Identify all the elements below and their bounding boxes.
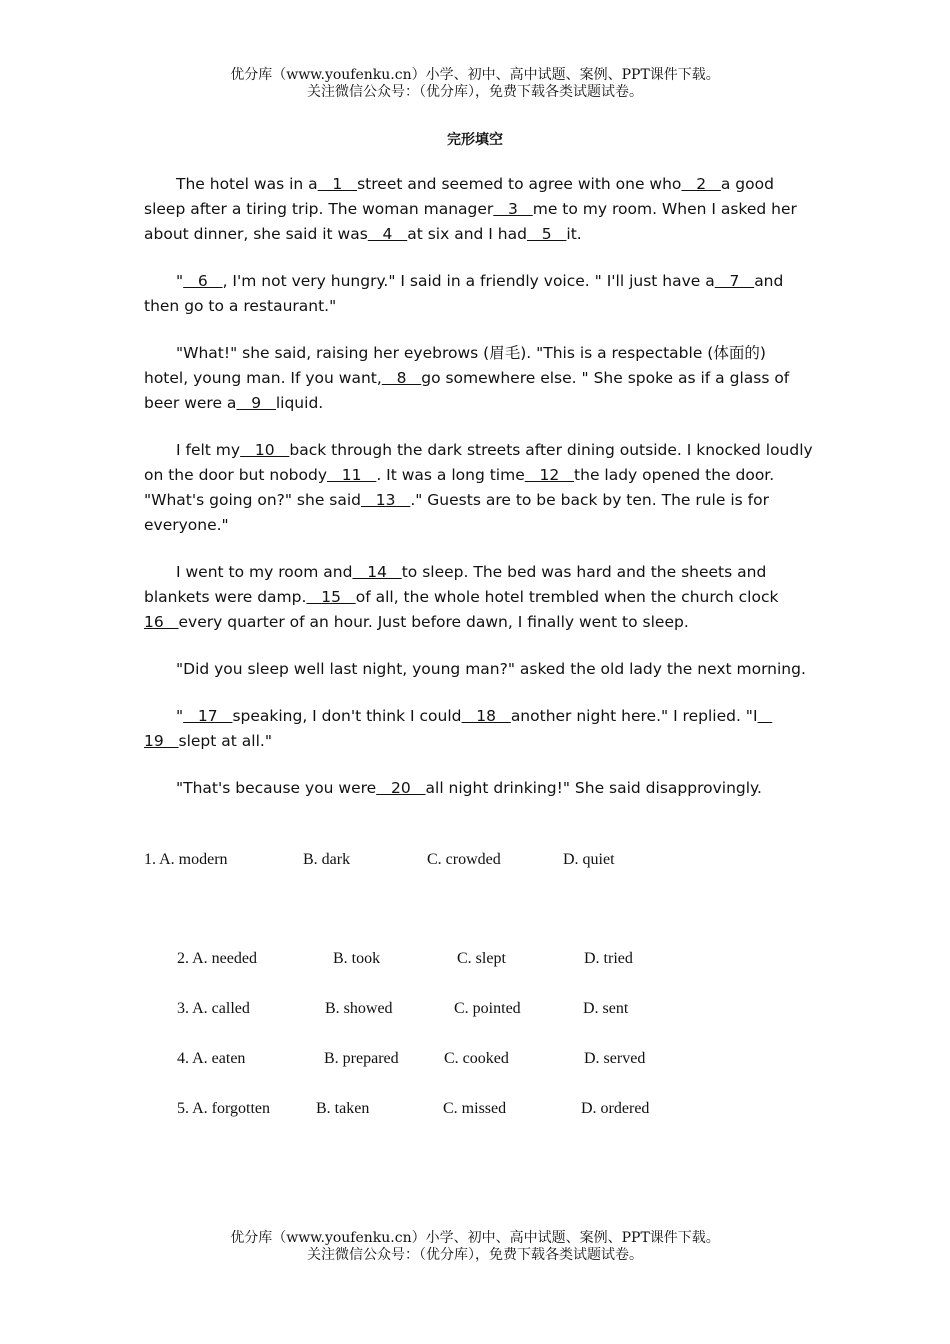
option-a: 1. A. modern [144,851,228,868]
text: another night here." I replied. "I [510,707,758,725]
text: . It was a long time [376,466,525,484]
blank-8: 8 [381,369,422,387]
blank-19: 19 [144,732,179,750]
page-header [0,67,950,101]
paragraph-3 [144,341,814,416]
blank-16: 16 [144,613,179,631]
paragraph-4 [144,438,814,538]
paragraph-1 [144,172,814,247]
option-a: 3. A. called [177,1000,250,1017]
text: of all, the whole hotel trembled when the church clock [355,588,779,606]
blank-5: 5 [526,225,567,243]
blank-6: 6 [183,272,223,290]
paragraph-5 [144,560,814,635]
header-line-2: 关注微信公众号：（优分库），免费下载各类试题试卷。 [307,84,643,100]
blank-19-lead [758,707,773,725]
option-c: C. crowded [427,851,501,868]
text: back through the dark streets after dining outside. I knocked loudly on the door but nobody [144,441,813,484]
blank-2: 2 [681,175,721,193]
paragraph-7 [144,704,814,754]
text: go somewhere else. " She spoke as if a glass of beer were a [144,369,790,412]
option-b: B. dark [303,851,351,868]
option-c: C. missed [443,1100,507,1117]
blank-4: 4 [367,225,408,243]
paragraph-8 [144,776,814,801]
text: speaking, I don't think I could [232,707,462,725]
option-d: D. served [584,1050,646,1067]
option-b: B. showed [325,1000,393,1017]
footer-line-2: 关注微信公众号：（优分库），免费下载各类试题试卷。 [307,1247,643,1263]
option-d: D. tried [584,950,633,967]
blank-7: 7 [714,272,755,290]
text: liquid. [275,394,324,412]
blank-1: 1 [317,175,358,193]
option-d: D. sent [583,1000,629,1017]
blank-9: 9 [236,394,276,412]
blank-15: 15 [306,588,356,606]
text: street and seemed to agree with one who [357,175,682,193]
option-c: C. cooked [444,1050,509,1067]
text: "Did you sleep well last night, young man?" asked the old lady the next morning. [176,660,806,678]
text: and then go to a restaurant." [144,272,784,315]
option-a: 5. A. forgotten [177,1100,271,1117]
text: ." Guests are to be back by ten. The rule is for everyone." [144,491,769,534]
option-b: B. taken [316,1100,370,1117]
blank-3: 3 [493,200,533,218]
blank-17: 17 [183,707,233,725]
option-d: D. quiet [563,851,615,868]
text: I went to my room and [176,563,353,581]
option-c: C. pointed [454,1000,521,1017]
text: it. [566,225,582,243]
text: to sleep. The bed was hard and the sheets and blankets were damp. [144,563,767,606]
text: a good sleep after a tiring trip. The woman manager [144,175,774,218]
blank-13: 13 [361,491,411,509]
text: me to my room. When I asked her about dinner, she said it was [144,200,797,243]
text: The hotel was in a [176,175,318,193]
blank-20: 20 [376,779,426,797]
text: " [176,707,184,725]
option-d: D. ordered [581,1100,650,1117]
blank-14: 14 [352,563,402,581]
header-line-1: 优分库（www.youfenku.cn）小学、初中、高中试题、案例、PPT课件下载。 [230,67,720,83]
blank-11: 11 [327,466,377,484]
text: " [176,272,184,290]
text: "What!" she said, raising her eyebrows (眉毛). "This is a respectable (体面的) hotel, young man. If you want, [144,344,766,387]
footer-line-1: 优分库（www.youfenku.cn）小学、初中、高中试题、案例、PPT课件下载。 [230,1230,720,1246]
option-a: 2. A. needed [177,950,257,967]
blank-18: 18 [461,707,511,725]
blank-10: 10 [240,441,290,459]
text: all night drinking!" She said disapprovingly. [425,779,762,797]
page-title: 完形填空 [447,132,503,148]
text: at six and I had [407,225,527,243]
text: , I'm not very hungry." I said in a friendly voice. " I'll just have a [222,272,715,290]
text: I felt my [176,441,241,459]
option-b: B. prepared [324,1050,399,1067]
text: the lady opened the door. "What's going on?" she said [144,466,775,509]
page-footer [0,1230,950,1264]
option-a: 4. A. eaten [177,1050,246,1067]
paragraph-6 [144,657,814,682]
option-c: C. slept [457,950,506,967]
text: slept at all." [178,732,272,750]
blank-12: 12 [524,466,575,484]
paragraph-2 [144,269,814,319]
text: every quarter of an hour. Just before dawn, I finally went to sleep. [178,613,689,631]
text: "That's because you were [176,779,377,797]
option-b: B. took [333,950,381,967]
passage [144,172,814,823]
